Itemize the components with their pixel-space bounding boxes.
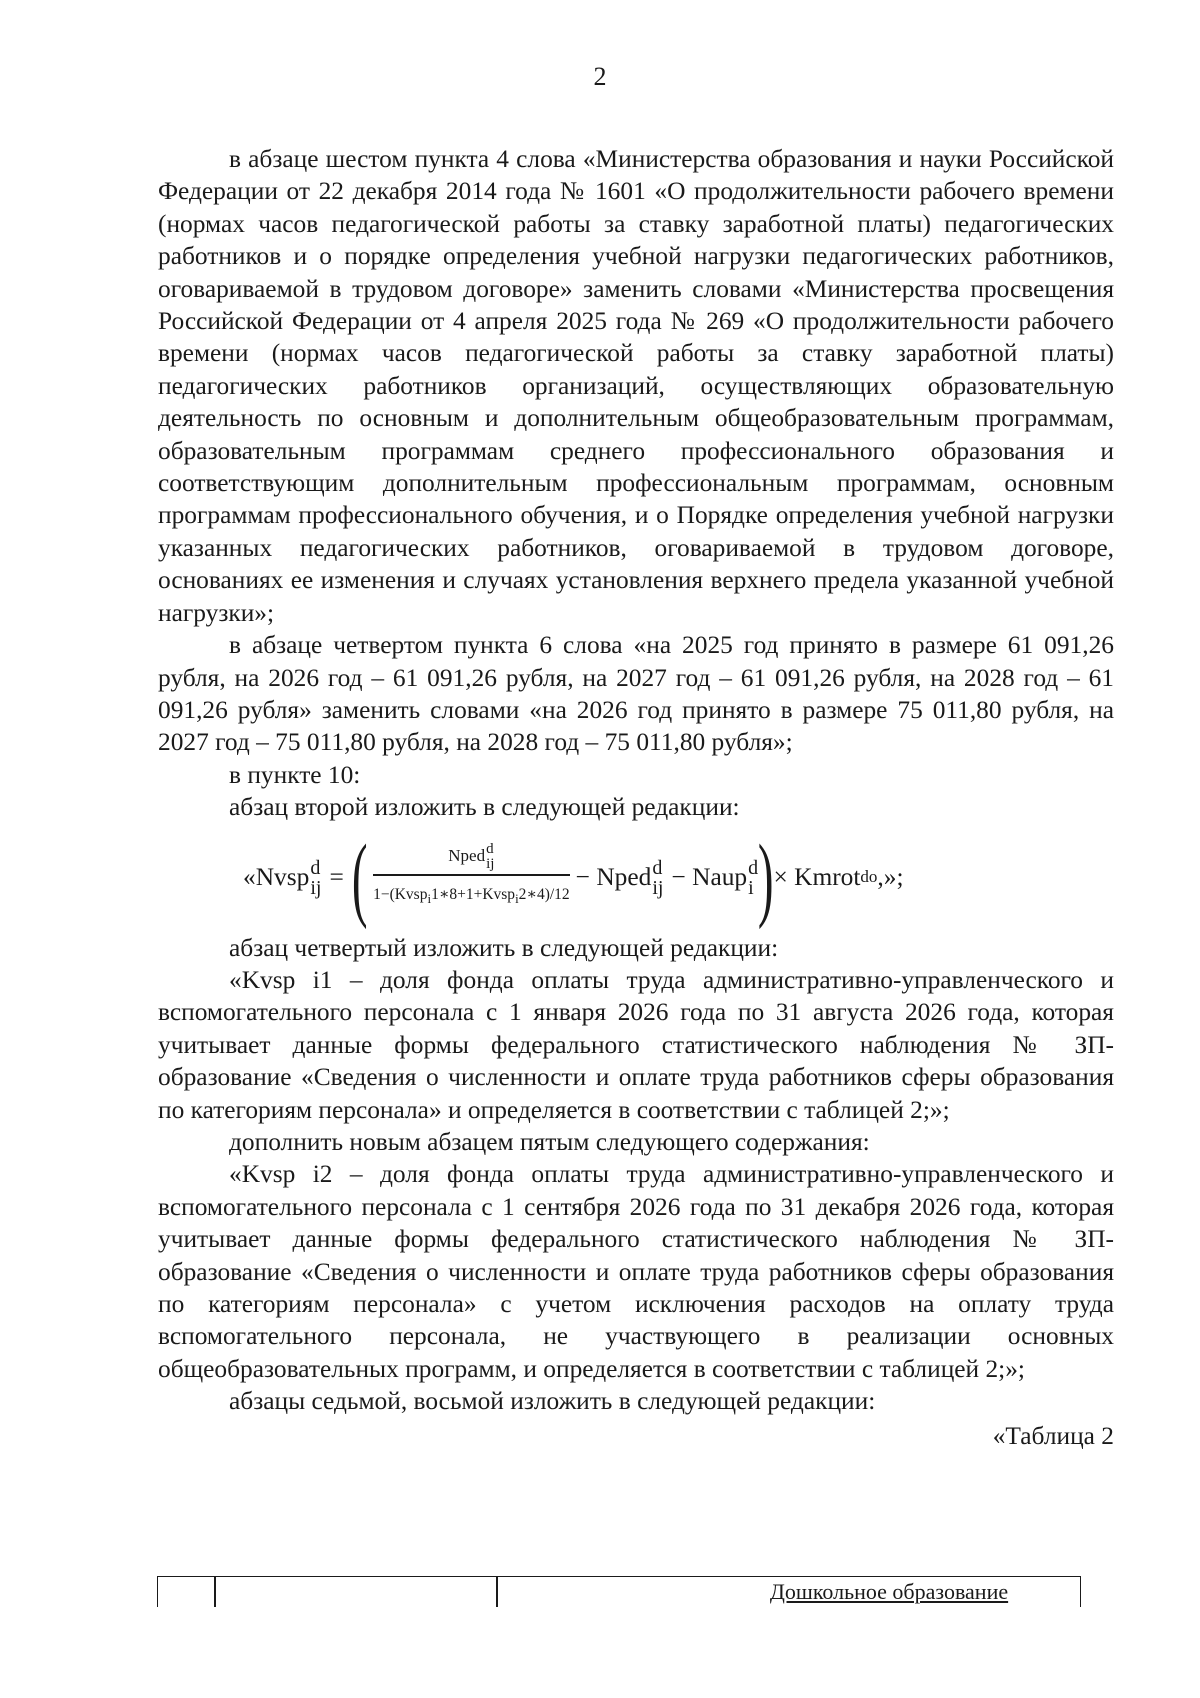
- paragraph-5: абзац четвертый изложить в следующей редакции:: [229, 933, 779, 962]
- paragraph-8: «Kvsp i2 – доля фонда оплаты труда административно-управленческого и вспомогательного персонала с 1 сентября 2026 года по 31 декабря 2026 года, которая учитывает данные формы федерального статистического наблюдения № ЗП-образование «Сведения о численности и оплате труда работников сферы образования по категориям персонала» с учетом исключения расходов на оплату труда вспомогательного персонала, не участвующего в реализации основных общеобразовательных программ, и определяется в соответствии с таблицей 2;»;: [158, 1160, 1114, 1383]
- formula-term-naup: − Naup: [671, 863, 748, 892]
- formula-open-paren: (: [351, 825, 368, 930]
- paragraph-6: «Kvsp i1 – доля фонда оплаты труда административно-управленческого и вспомогательного персонала с 1 января 2026 года по 31 августа 2026 года, которая учитывает данные формы федерального статистического наблюдения № ЗП-образование «Сведения о численности и оплате труда работников сферы образования по категориям персонала» и определяется в соответствии с таблицей 2;»;: [158, 965, 1114, 1124]
- paragraph-9: абзацы седьмой, восьмой изложить в следующей редакции:: [229, 1387, 876, 1416]
- table-col-divider: [496, 1577, 498, 1607]
- page-number: 2: [593, 62, 607, 91]
- paragraph-1: в абзаце шестом пункта 4 слова «Министерства образования и науки Российской Федерации от 22 декабря 2014 года № 1601 «О продолжительности рабочего времени (нормах часов педагогической работы за ставку заработной платы) педагогических работников и о порядке определения учебной нагрузки педагогических работников, оговариваемой в трудовом договоре» заменить словами «Министерства просвещения Российской Федерации от 4 апреля 2025 года № 269 «О продолжительности рабочего времени (нормах часов педагогической работы за ставку заработной платы) педагогических работников организаций, осуществляющих образовательную деятельность по основным и дополнительным общеобразовательным программам, образовательным программам среднего профессионального образования и соответствующим дополнительным профессиональным программам, основным программам профессионального обучения, и о Порядке определения учебной нагрузки указанных педагогических работников, оговариваемой в трудовом договоре, основаниях ее изменения и случаях установления верхнего предела указанной учебной нагрузки»;: [158, 145, 1114, 627]
- paragraph-7: дополнить новым абзацем пятым следующего содержания:: [229, 1127, 870, 1156]
- table-2-fragment: [157, 1576, 1081, 1607]
- formula-term-kmrot: × Kmrot: [773, 863, 861, 892]
- formula-close: ,»;: [877, 863, 904, 892]
- paragraph-3: в пункте 10:: [229, 760, 361, 789]
- paragraph-4: абзац второй изложить в следующей редакции:: [229, 793, 740, 822]
- formula-equals: =: [329, 863, 344, 892]
- formula-close-paren: ): [757, 825, 774, 930]
- formula-lhs-indices: d ij: [310, 856, 322, 899]
- table-col-divider: [214, 1577, 216, 1607]
- paragraph-2: в абзаце четвертом пункта 6 слова «на 2025 год принято в размере 61 091,26 рубля, на 2026 год – 61 091,26 рубля, на 2027 год – 61 091,26 рубля, на 2028 год – 61 091,26 рубля» заменить словами «на 2026 год принято в размере 75 011,80 рубля, на 2027 год – 75 011,80 рубля, на 2028 год – 75 011,80 рубля»;: [158, 631, 1114, 757]
- fraction-numerator: Nped d ij: [448, 841, 495, 873]
- formula: «Nvsp d ij = ( Nped d ij 1−(Kvsp$_i$1∗8+1+Kvsp$_i$2∗4)/12 − Nped d ij − Naup d i ) × Kmrot do ,»;: [243, 825, 904, 930]
- formula-fraction: [373, 840, 570, 915]
- formula-lhs: «Nvsp: [243, 863, 310, 892]
- document-body: [158, 143, 1114, 1452]
- formula-term-nped: − Nped: [575, 863, 652, 892]
- table-header-preschool: Дошкольное образование: [769, 1579, 1009, 1604]
- table-label: «Таблица 2: [992, 1421, 1114, 1450]
- fraction-denominator: 1−(Kvsp$_i$1∗8+1+Kvsp$_i$2∗4)/12: [373, 885, 570, 906]
